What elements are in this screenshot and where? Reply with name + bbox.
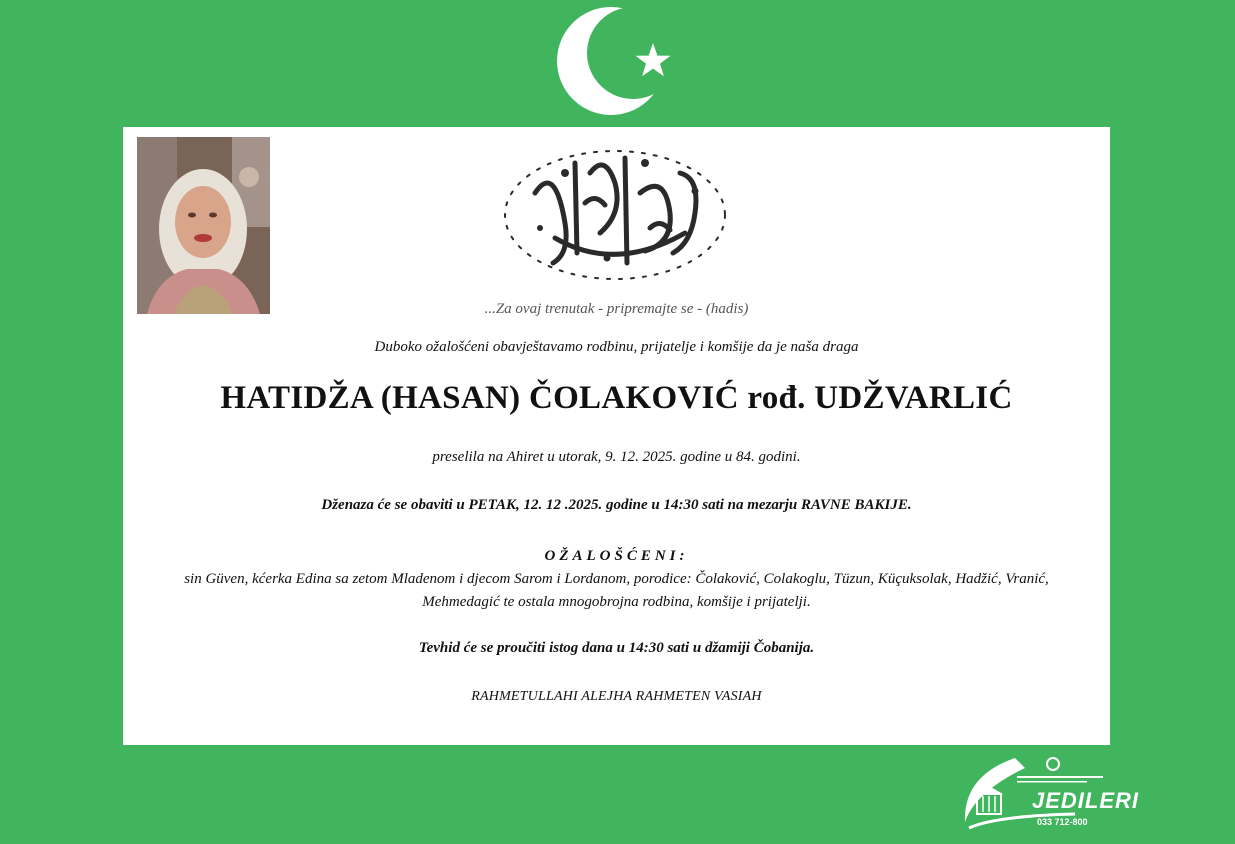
obituary-card — [123, 127, 1110, 745]
arabic-calligraphy-icon — [495, 133, 735, 293]
hadis-quote: ...Za ovaj trenutak - pripremajte se - (hadis) — [484, 301, 749, 317]
tevhid-info: Tevhid će se proučiti istog dana u 14:30 sati u džamiji Čobanija. — [418, 640, 815, 656]
funeral-info: Dženaza će se obaviti u PETAK, 12. 12 .2025. godine u 14:30 sati na mezarju RAVNE BAKIJE. — [321, 497, 912, 513]
deceased-photo — [137, 137, 270, 314]
logo-name: JEDILERI — [1032, 788, 1140, 813]
mourners-title: OŽALOŠĆENI: — [544, 548, 689, 564]
crescent-star-icon — [555, 5, 675, 117]
closing-prayer: RAHMETULLAHI ALEJHA RAHMETEN VASIAH — [471, 689, 762, 704]
intro-text: Duboko ožalošćeni obavještavamo rodbinu, prijatelje i komšije da je naša draga — [374, 339, 859, 355]
deceased-name: HATIDŽA (HASAN) ČOLAKOVIĆ rođ. UDŽVARLIĆ — [220, 380, 1013, 416]
passed-away-text: preselila na Ahiret u utorak, 9. 12. 2025. godine u 84. godini. — [432, 449, 801, 465]
logo-phone: 033 712-800 — [1037, 817, 1088, 827]
mourners-list: sin Güven, kćerka Edina sa zetom Mladenom i djecom Sarom i Lordanom, porodice: Čolaković, Colakoglu, Tüzun, Küçuksolak, Hadžić, Vranić, Mehmedagić te ostala mnogobrojna rodbina, komšije i prijatelji. — [184, 571, 1049, 610]
